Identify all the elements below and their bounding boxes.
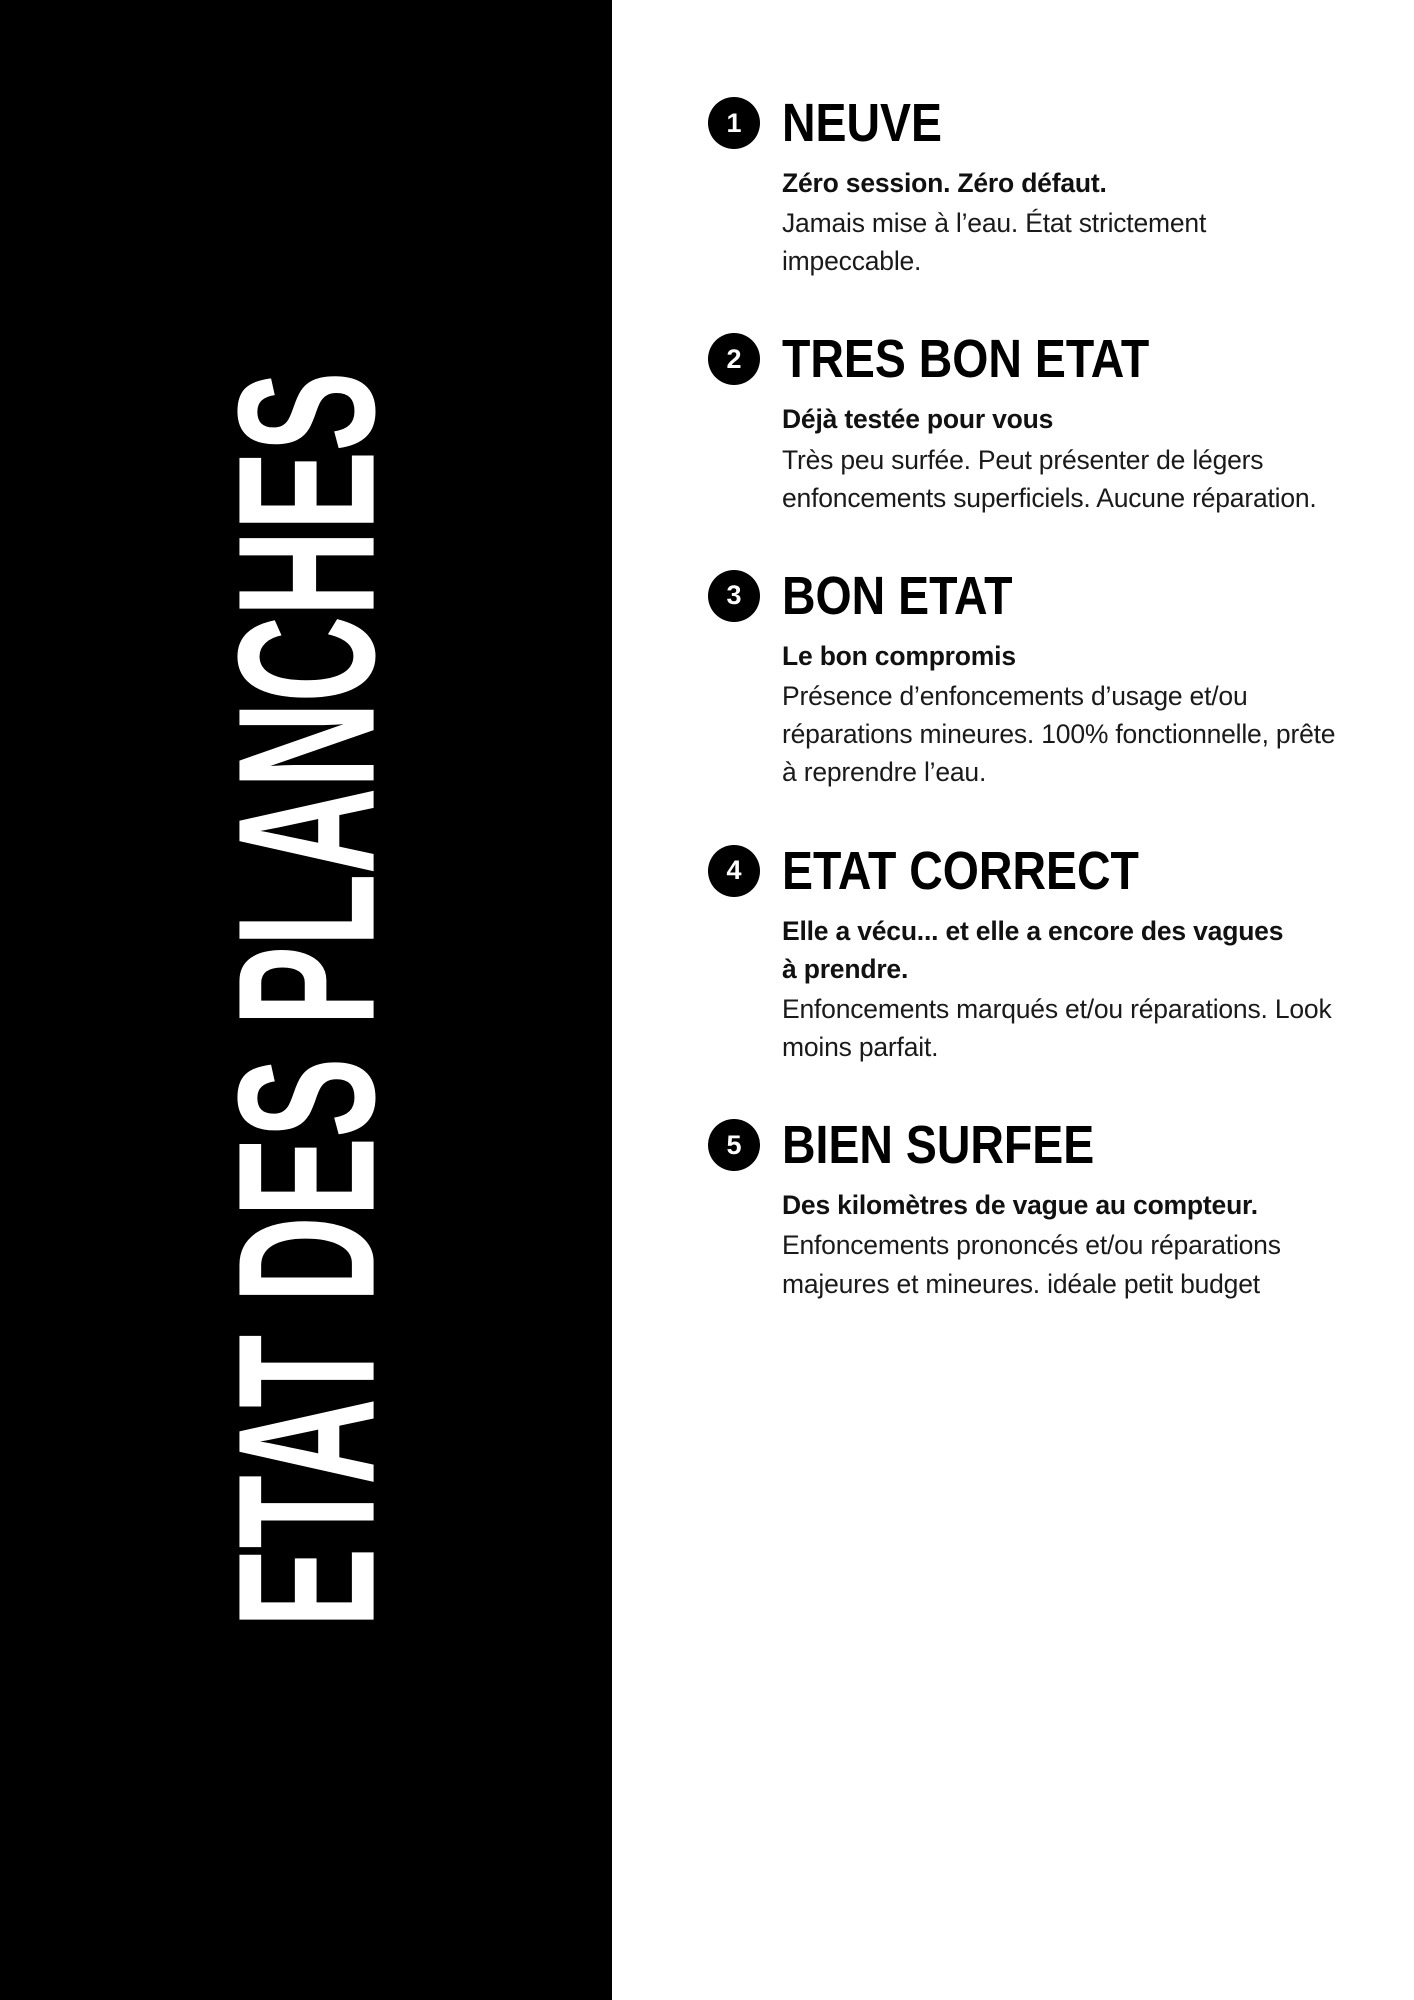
item-description: Enfoncements marqués et/ou réparations. Look moins parfait. xyxy=(782,993,1332,1063)
item-description: Jamais mise à l’eau. État strictement impeccable. xyxy=(782,208,1207,277)
item-header xyxy=(708,1115,1354,1176)
list-item xyxy=(708,1115,1354,1302)
number-badge: 4 xyxy=(708,845,760,897)
item-header xyxy=(708,565,1354,626)
list-item xyxy=(708,565,1354,792)
number-badge: 3 xyxy=(708,570,760,622)
vertical-title-container xyxy=(0,0,612,2000)
item-title: NEUVE xyxy=(782,93,943,153)
poster-vertical-title: ETAT DES PLANCHES xyxy=(196,372,416,1628)
item-lead: Déjà testée pour vous xyxy=(782,404,1054,435)
list-item xyxy=(708,329,1354,516)
left-black-panel xyxy=(0,0,612,2000)
item-lead: Des kilomètres de vague au compteur. xyxy=(782,1190,1258,1221)
item-title: BIEN SURFEE xyxy=(782,1115,1095,1176)
item-lead: Le bon compromis xyxy=(782,640,1016,671)
number-badge: 2 xyxy=(708,333,760,385)
item-description: Enfoncements prononcés et/ou réparations majeures et mineures. idéale petit budget xyxy=(782,1230,1281,1299)
item-body xyxy=(708,637,1354,792)
item-description: Présence d’enfoncements d’usage et/ou réparations mineures. 100% fonctionnelle, prête à reprendre l’eau. xyxy=(782,681,1336,788)
number-badge: 5 xyxy=(708,1119,760,1171)
item-header xyxy=(708,93,1354,153)
item-lead: Zéro session. Zéro défaut. xyxy=(782,168,1107,198)
list-item xyxy=(708,840,1354,1067)
item-lead: Elle a vécu... et elle a encore des vagues à prendre. xyxy=(782,915,1284,984)
item-title: BON ETAT xyxy=(782,565,1013,626)
number-badge: 1 xyxy=(708,97,760,149)
item-description: Très peu surfée. Peut présenter de légers enfoncements superficiels. Aucune réparation. xyxy=(782,444,1317,513)
list-item xyxy=(708,93,1354,280)
conditions-list xyxy=(612,0,1414,2000)
item-body xyxy=(708,1186,1354,1302)
item-body xyxy=(708,164,1354,280)
item-title: ETAT CORRECT xyxy=(782,840,1139,901)
item-body xyxy=(708,400,1354,516)
item-header xyxy=(708,840,1354,901)
item-body xyxy=(708,912,1354,1067)
item-title: TRES BON ETAT xyxy=(782,329,1150,390)
item-header xyxy=(708,329,1354,390)
